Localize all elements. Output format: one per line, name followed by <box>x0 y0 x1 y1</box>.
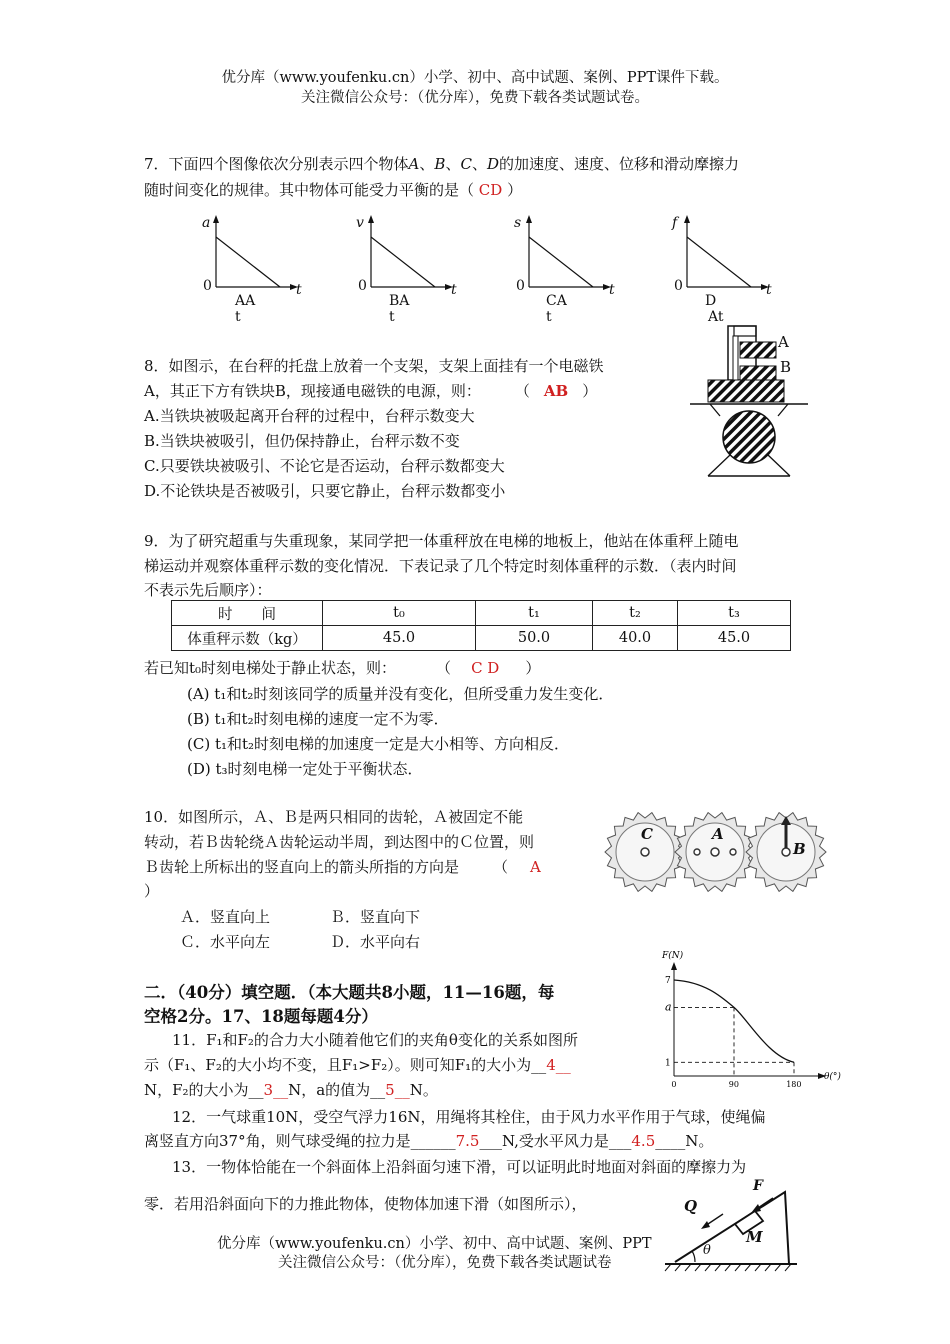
footer-line-2: 关注微信公众号：（优分库），免费下载各类试题试卷 <box>278 1255 612 1271</box>
graph-f-ylabel: f <box>672 215 678 231</box>
graph-s-xlabel: t <box>609 282 615 298</box>
gear-label-a: A <box>712 825 724 843</box>
q10-option-b: Ｂ．竖直向下 <box>330 908 421 926</box>
table-cell: t₀ <box>323 601 476 626</box>
q11-chart <box>660 948 840 1088</box>
q9-condition: 若已知t₀时刻电梯处于静止状态，则： （ C D ） <box>144 659 541 677</box>
q9-line-3: 不表示先后顺序）： <box>144 581 272 599</box>
graph-a-caption-2: t <box>235 309 241 325</box>
table-cell: 45.0 <box>323 626 476 651</box>
table-cell: 40.0 <box>593 626 678 651</box>
x-axis-label: θ(°) <box>824 1072 841 1082</box>
q9-option-a: (A) t₁和t₂时刻该同学的质量并没有变化，但所受重力发生变化． <box>187 685 614 703</box>
table-cell: 50.0 <box>476 626 593 651</box>
graph-f-caption: D <box>705 293 717 309</box>
graph-a-xlabel: t <box>296 282 302 298</box>
graph-v-origin: 0 <box>358 278 367 294</box>
q11-line-1: 11．F₁和F₂的合力大小随着他它们的夹角θ变化的关系如图所 <box>172 1031 578 1049</box>
q12-answer-2: 4.5 <box>631 1132 656 1150</box>
q10-line-1: 10．如图所示，Ａ、Ｂ是两只相同的齿轮，Ａ被固定不能 <box>144 808 524 826</box>
q10-option-d: Ｄ．水平向右 <box>330 933 421 951</box>
q8-label-a: A <box>778 333 789 351</box>
q10-answer: A <box>530 858 541 876</box>
header-line-1: 优分库（www.youfenku.cn）小学、初中、高中试题、案例、PPT课件下载。 <box>221 70 729 86</box>
footer-line-1: 优分库（www.youfenku.cn）小学、初中、高中试题、案例、PPT <box>217 1236 652 1252</box>
section2-title-2: 空格2分。17、18题每题4分） <box>144 1007 378 1026</box>
graph-a-ylabel: a <box>202 215 211 231</box>
q10-close: ） <box>144 882 160 900</box>
x-tick-label: 90 <box>728 1080 739 1089</box>
y-tick-label: 7 <box>665 976 671 986</box>
gear-hole <box>694 849 700 855</box>
x-tick-label: 0 <box>671 1080 677 1089</box>
y-axis-arrow <box>671 962 677 970</box>
q13-label-m: M <box>746 1228 763 1246</box>
q7-line-1: 7．下面四个图像依次分别表示四个物体A、B、C、D的加速度、速度、位移和滑动摩擦力 <box>144 155 739 173</box>
q10-option-c: Ｃ．水平向左 <box>180 933 271 951</box>
q8-option-b: B.当铁块被吸引，但仍保持静止，台秤示数不变 <box>144 432 460 450</box>
graph-s-caption: CA <box>546 293 567 309</box>
table-cell: 时 间 <box>172 601 323 626</box>
header-line-2: 关注微信公众号：（优分库），免费下载各类试题试卷。 <box>301 90 649 106</box>
q12-line-1: 12．一气球重10N，受空气浮力16N，用绳将其栓住，由于风力水平作用于气球，使绳偏 <box>172 1108 766 1126</box>
q10-line-3: Ｂ齿轮上所标出的竖直向上的箭头所指的方向是 （ A <box>144 858 541 876</box>
q12-line-2: 离竖直方向37°角，则气球受绳的拉力是______7.5___N,受水平风力是___4.5____N。 <box>144 1132 714 1150</box>
graph-v-xlabel: t <box>451 282 457 298</box>
graph-s-caption-2: t <box>546 309 552 325</box>
section2-title-1: 二．（40分）填空题．（本大题共8小题，11—16题，每 <box>144 983 555 1002</box>
q8-option-a: A.当铁块被吸起离开台秤的过程中，台秤示数变大 <box>144 407 475 425</box>
graph-v-ylabel: v <box>356 215 364 231</box>
q8-scale-figure <box>690 322 810 482</box>
q8-option-d: D.不论铁块是否被吸引，只要它静止，台秤示数都变小 <box>144 482 506 500</box>
graph-f-caption-2: At <box>708 309 724 325</box>
graph-a-origin: 0 <box>203 278 212 294</box>
q13-incline-figure <box>665 1180 805 1272</box>
gear-label-b: B <box>793 840 806 858</box>
table-row <box>172 601 791 626</box>
q13-line-2: 零．若用沿斜面向下的力推此物体，使物体加速下滑（如图所示）， <box>144 1195 587 1213</box>
graph-v-caption-2: t <box>389 309 395 325</box>
table-cell: t₁ <box>476 601 593 626</box>
q7-line-2: 随时间变化的规律。其中物体可能受力平衡的是（ CD ） <box>144 181 523 199</box>
q13-label-q: Q <box>684 1197 698 1215</box>
table-cell: t₂ <box>593 601 678 626</box>
table-cell: 45.0 <box>678 626 791 651</box>
q8-label-b: B <box>780 358 792 376</box>
q9-option-d: (D) t₃时刻电梯一定处于平衡状态． <box>187 760 423 778</box>
gear-label-c: C <box>641 825 653 843</box>
graph-v-caption: BA <box>389 293 410 309</box>
q9-answer: C D <box>471 659 500 677</box>
q12-answer-1: 7.5 <box>455 1132 480 1150</box>
q13-label-f: F <box>753 1178 763 1194</box>
q13-label-theta: θ <box>703 1243 711 1258</box>
q11-line-3: N，F₂的大小为__3__N，a的值为__5__N。 <box>144 1081 438 1099</box>
table-cell: t₃ <box>678 601 791 626</box>
q9-table <box>171 600 791 651</box>
q13-line-1: 13．一物体恰能在一个斜面体上沿斜面匀速下滑，可以证明此时地面对斜面的摩擦力为 <box>172 1158 747 1176</box>
q11-answer-2: 3__ <box>263 1081 289 1099</box>
gear-hole <box>730 849 736 855</box>
q9-line-1: 9．为了研究超重与失重现象，某同学把一体重秤放在电梯的地板上，他站在体重秤上随电 <box>144 532 739 550</box>
x-tick-label: 180 <box>786 1080 802 1089</box>
graph-s-ylabel: s <box>514 215 522 231</box>
q9-line-2: 梯运动并观察体重秤示数的变化情况．下表记录了几个特定时刻体重秤的示数．（表内时间 <box>144 557 737 575</box>
table-row <box>172 626 791 651</box>
q11-answer-1: 4__ <box>546 1056 571 1074</box>
q10-line-2: 转动，若Ｂ齿轮绕Ａ齿轮运动半周，到达图中的Ｃ位置，则 <box>144 833 535 851</box>
q8-option-c: C.只要铁块被吸引、不论它是否运动，台秤示数都变大 <box>144 457 505 475</box>
graph-f-origin: 0 <box>674 278 683 294</box>
q9-option-c: (C) t₁和t₂时刻电梯的加速度一定是大小相等、方向相反． <box>187 735 570 753</box>
q8-line-1: 8．如图示，在台秤的托盘上放着一个支架，支架上面挂有一个电磁铁 <box>144 357 604 375</box>
q9-option-b: (B) t₁和t₂时刻电梯的速度一定不为零． <box>187 710 449 728</box>
q8-answer: AB <box>543 382 569 400</box>
y-axis-label: F(N) <box>662 951 684 961</box>
y-tick-label: 1 <box>665 1058 671 1069</box>
q11-answer-3: 5__ <box>385 1081 410 1099</box>
graph-s-origin: 0 <box>516 278 525 294</box>
graph-a-caption: AA <box>235 293 256 309</box>
table-cell: 体重秤示数（kg） <box>172 626 323 651</box>
q7-answer: CD <box>478 181 503 199</box>
q10-option-a: Ａ．竖直向上 <box>180 908 271 926</box>
q11-line-2: 示（F₁、F₂的大小均不变，且F₁>F₂）。则可知F₁的大小为__4__ <box>144 1056 571 1074</box>
y-tick-label: a <box>665 1000 672 1014</box>
q8-line-2: A，其正下方有铁块B，现接通电磁铁的电源，则： （ AB ） <box>144 382 598 400</box>
graph-f-xlabel: t <box>766 282 772 298</box>
